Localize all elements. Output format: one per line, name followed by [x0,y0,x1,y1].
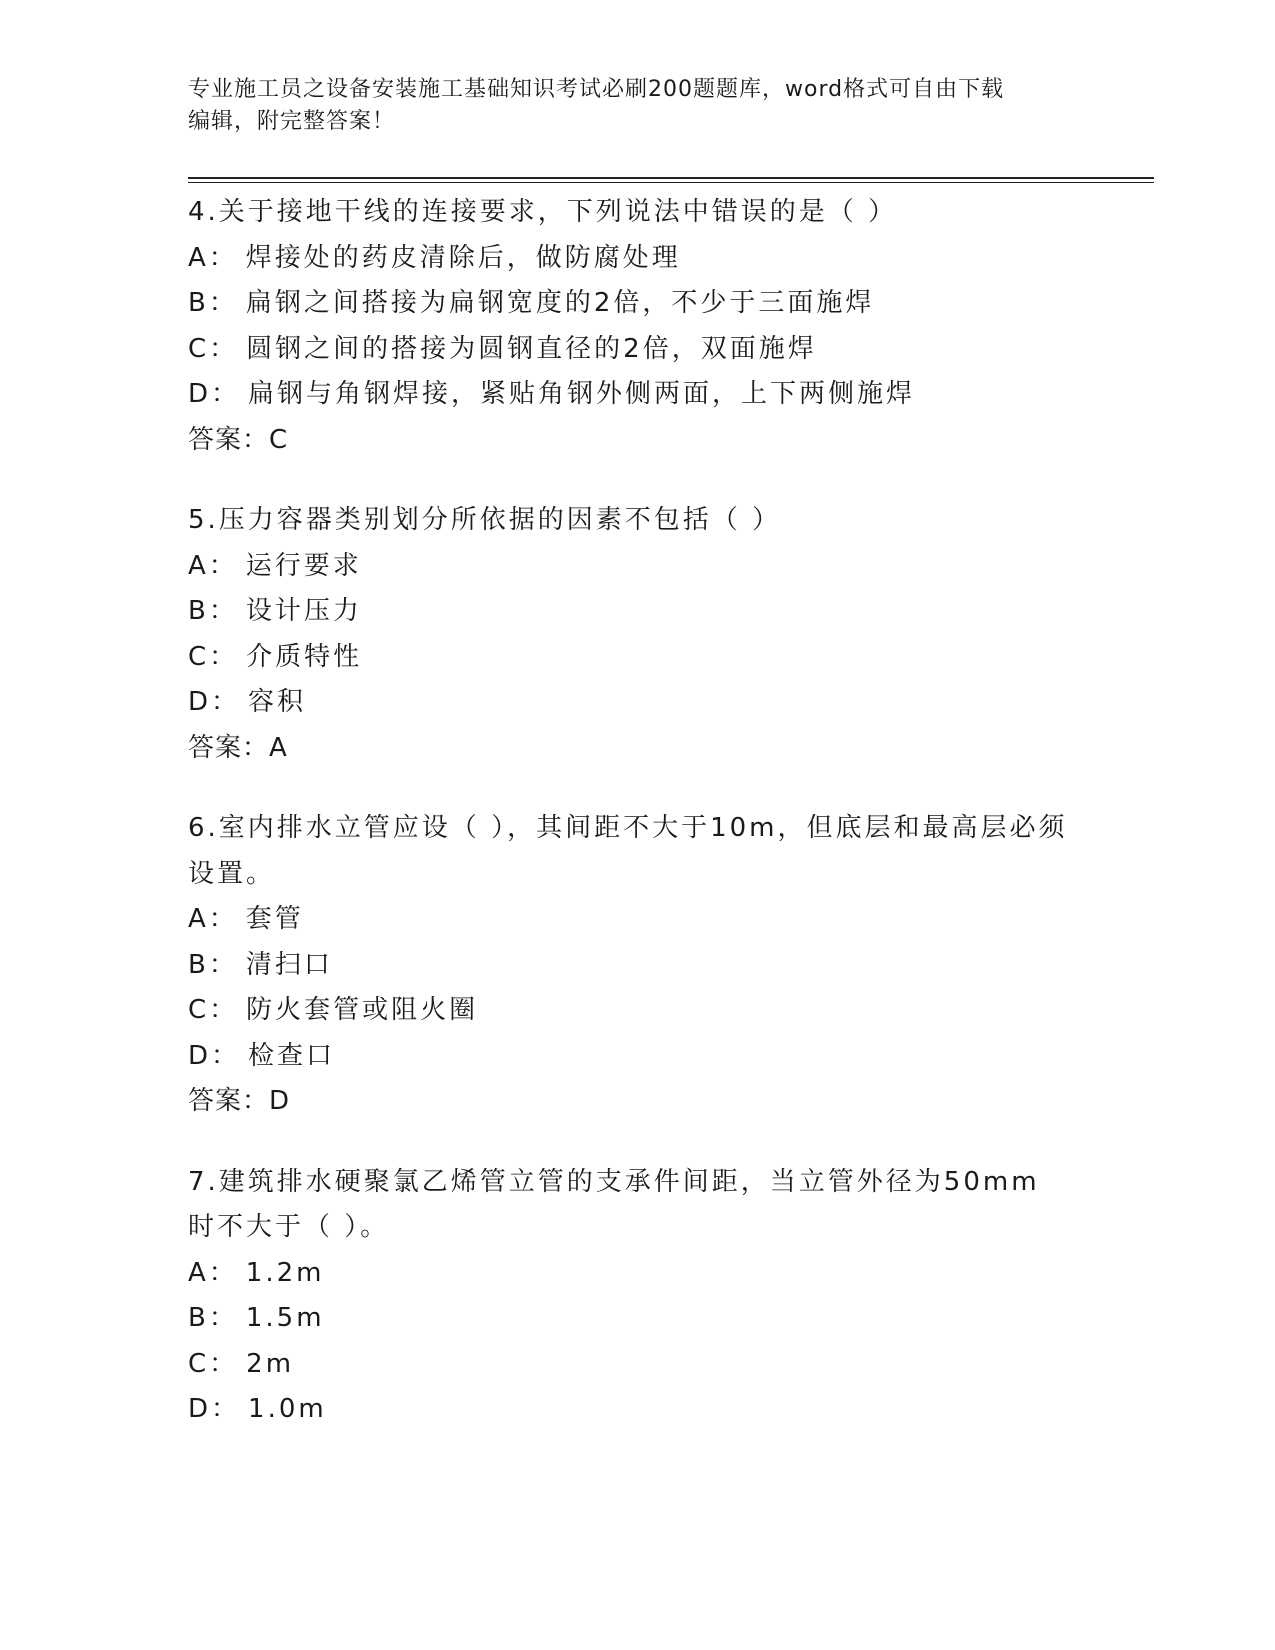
question-5 [188,498,1088,771]
option-label: C： [188,995,239,1025]
answer-line: 答案：A [188,732,288,763]
option-b [188,1296,1088,1342]
option-text: 检查口 [248,1040,336,1071]
question-stem: 6.室内排水立管应设（ ），其间距不大于10m，但底层和最高层必须设置。 [188,813,1068,889]
option-label: D： [188,1394,241,1424]
option-d [188,680,1088,726]
document-header [188,74,1088,138]
option-label: A： [188,242,238,273]
option-label: C： [188,1348,239,1379]
option-label: B： [188,288,238,318]
option-a [188,236,1088,282]
option-label: B： [188,949,238,980]
header-line-1: 专业施工员之设备安装施工基础知识考试必刷200题题库，word格式可自由下载 [188,77,1005,102]
option-text: 容积 [248,687,307,717]
question-stem: 4.关于接地干线的连接要求，下列说法中错误的是（ ） [188,197,898,227]
answer-line: 答案：D [188,1086,291,1116]
option-b [188,943,1088,989]
option-text: 圆钢之间的搭接为圆钢直径的2倍，双面施焊 [246,333,817,364]
header-line-2: 编辑，附完整答案！ [188,109,396,134]
answer-line: 答案：C [188,424,289,455]
option-d [188,1387,1088,1433]
header-divider-thick [188,177,1154,179]
option-c [188,1342,1088,1388]
option-d [188,1034,1088,1080]
header-divider-thin [188,182,1154,183]
option-a [188,1251,1088,1297]
option-text: 扁钢之间搭接为扁钢宽度的2倍，不少于三面施焊 [245,288,875,318]
option-text: 运行要求 [245,550,362,581]
option-text: 扁钢与角钢焊接，紧贴角钢外侧两面，上下两侧施焊 [248,379,916,409]
option-label: B： [188,596,238,626]
option-label: C： [188,333,239,364]
option-text: 1.0m [248,1394,327,1424]
question-6 [188,806,1088,1125]
option-label: A： [188,550,238,581]
option-text: 设计压力 [245,596,362,626]
option-text: 1.5m [245,1303,325,1333]
option-label: B： [188,1303,238,1333]
option-c [188,327,1088,373]
option-label: A： [188,1257,238,1288]
option-label: C： [188,641,239,672]
option-c [188,988,1088,1034]
option-text: 焊接处的药皮清除后，做防腐处理 [245,242,681,273]
option-d [188,372,1088,418]
option-text: 清扫口 [245,949,333,980]
question-list [188,190,1088,1468]
question-7 [188,1160,1088,1433]
option-c [188,635,1088,681]
option-text: 防火套管或阻火圈 [246,995,479,1025]
question-stem: 7.建筑排水硬聚氯乙烯管立管的支承件间距，当立管外径为50mm时不大于（ ）。 [188,1166,1040,1242]
option-text: 2m [246,1348,295,1379]
option-text: 介质特性 [246,641,363,672]
option-text: 套管 [245,904,304,934]
option-b [188,589,1088,635]
question-4 [188,190,1088,463]
option-label: D： [188,379,241,409]
question-stem: 5.压力容器类别划分所依据的因素不包括（ ） [188,505,782,535]
option-a [188,897,1088,943]
option-label: D： [188,687,241,717]
option-a [188,544,1088,590]
option-b [188,281,1088,327]
option-text: 1.2m [245,1257,325,1288]
option-label: A： [188,904,238,934]
option-label: D： [188,1040,241,1071]
